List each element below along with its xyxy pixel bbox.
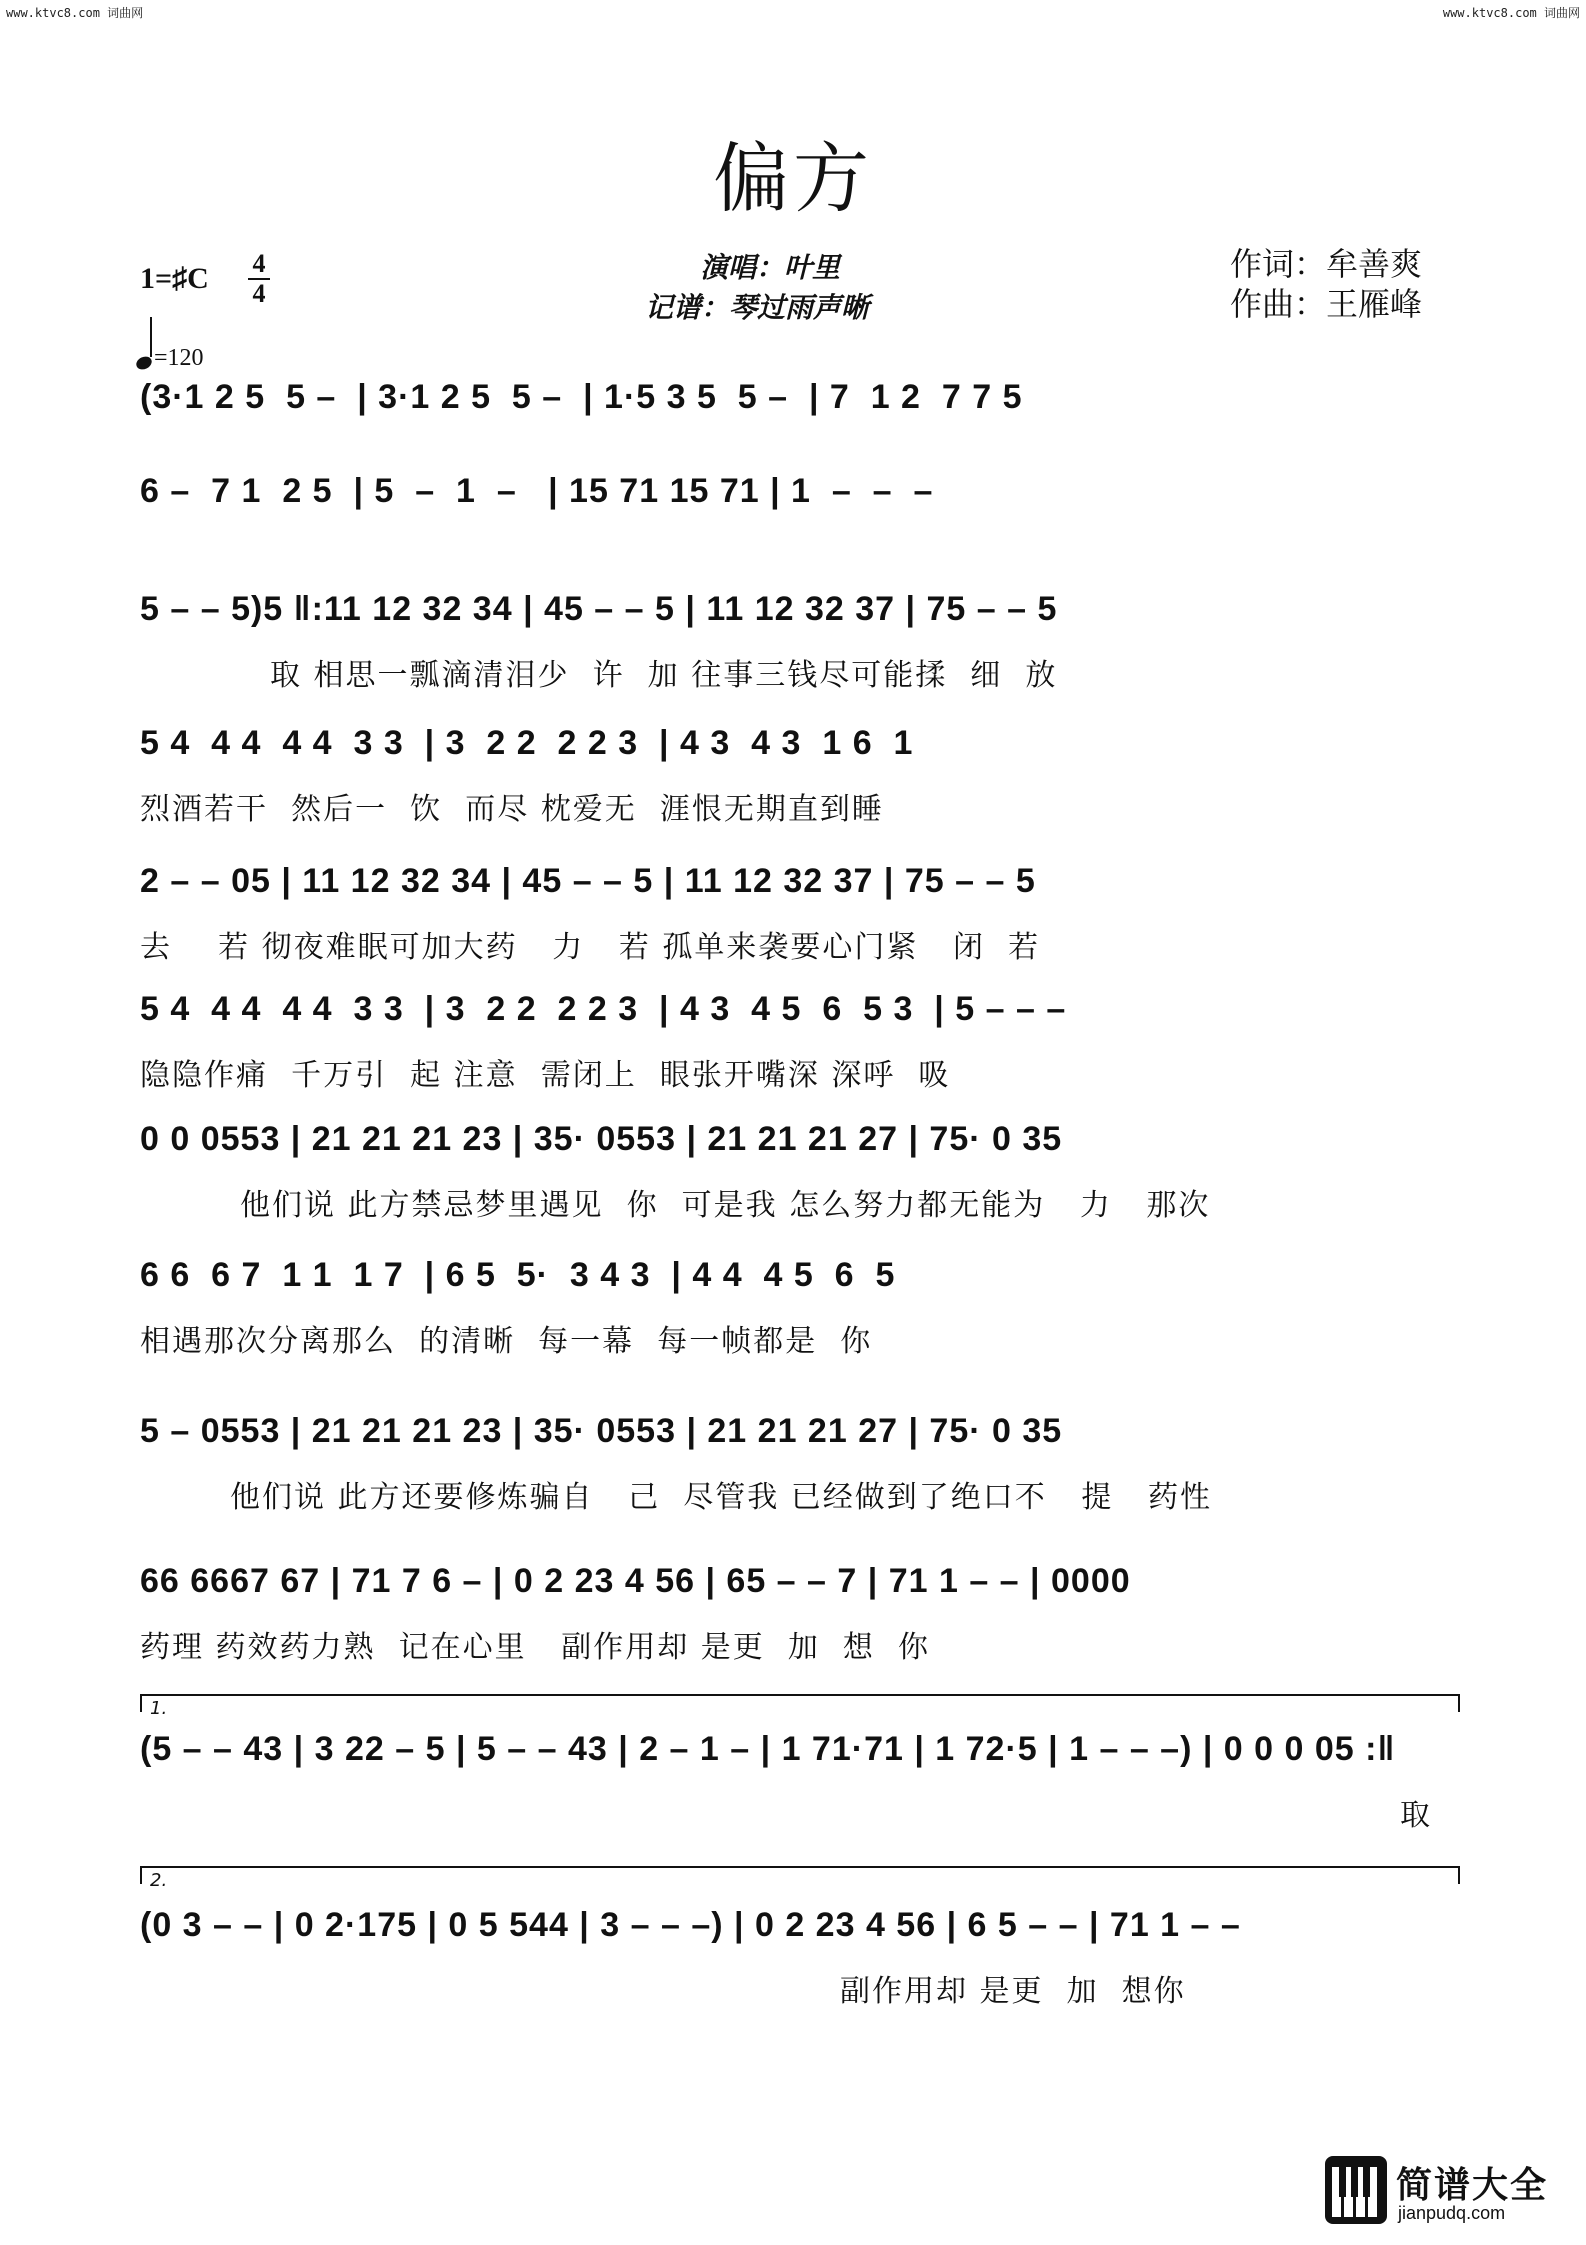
lyric-line: 相遇那次分离那么 的清晰 每一幕 每一帧都是 你 [140, 1324, 873, 1359]
notation-line: 6 6 6 7 1 1 1 7 | 6 5 5· 3 4 3 | 4 4 4 5 6 5 [140, 1256, 896, 1294]
notation-line: 5 4 4 4 4 4 3 3 | 3 2 2 2 2 3 | 4 3 4 5 6 5 3 | 5 – – – [140, 990, 1067, 1028]
lyric-line: 药理 药效药力熟 记在心里 副作用却 是更 加 想 你 [140, 1630, 930, 1665]
notation-line: 2 – – 05 | 11 12 32 34 | 45 – – 5 | 11 12 32 37 | 75 – – 5 [140, 862, 1036, 900]
notation-line: (5 – – 43 | 3 22 – 5 | 5 – – 43 | 2 – 1 – | 1 71·71 | 1 72·5 | 1 – – –) | 0 0 0 05 :‖ [140, 1730, 1396, 1768]
notation-line: 5 – 0553 | 21 21 21 23 | 35· 0553 | 21 21 21 27 | 75· 0 35 [140, 1412, 1063, 1450]
notation-line: 0 0 0553 | 21 21 21 23 | 35· 0553 | 21 21 21 27 | 75· 0 35 [140, 1120, 1063, 1158]
lyric-line: 副作用却 是更 加 想你 [840, 1974, 1186, 2009]
logo-url[interactable]: jianpudq.com [1398, 2203, 1506, 2223]
time-signature-top: 4 [252, 249, 266, 278]
time-signature [248, 250, 270, 308]
quarter-note-stem [150, 317, 152, 357]
time-signature-bottom: 4 [252, 279, 266, 308]
notation-line: 5 – – 5)5 ‖:11 12 32 34 | 45 – – 5 | 11 12 32 37 | 75 – – 5 [140, 590, 1058, 628]
lyricist-credit: 作词：牟善爽 [1230, 245, 1423, 283]
credits-block [1230, 244, 1422, 324]
notation-line: 66 6667 67 | 71 7 6 – | 0 2 23 4 56 | 65 – – 7 | 71 1 – – | 0000 [140, 1562, 1131, 1600]
bracket-tick [1458, 1696, 1460, 1712]
key-signature: 1=♯C [140, 262, 209, 295]
composer-credit: 作曲：王雁峰 [1230, 285, 1423, 323]
bracket-tick [140, 1696, 142, 1712]
bracket-tick [1458, 1868, 1460, 1884]
first-ending-bracket [140, 1694, 1460, 1719]
lyric-line: 隐隐作痛 千万引 起 注意 需闭上 眼张开嘴深 深呼 吸 [140, 1058, 951, 1093]
lyric-line: 取 [1400, 1798, 1432, 1833]
site-logo[interactable] [1324, 2155, 1564, 2229]
notation-line: 6 – 7 1 2 5 | 5 – 1 – | 15 71 15 71 | 1 – – – [140, 472, 934, 510]
watermark-left: www.ktvc8.com 词曲网 [6, 6, 144, 20]
lyric-line: 他们说 此方禁忌梦里遇见 你 可是我 怎么努力都无能为 力 那次 [240, 1188, 1211, 1223]
second-ending-label: 2. [150, 1870, 168, 1891]
tempo-marking [136, 325, 204, 372]
song-title: 偏方 [713, 134, 873, 223]
lyric-line: 取 相思一瓢滴清泪少 许 加 往事三钱尽可能揉 细 放 [270, 658, 1058, 693]
first-ending-label: 1. [150, 1698, 168, 1719]
notator-credit: 记谱：琴过雨声晰 [645, 291, 870, 324]
lyric-line: 去 若 彻夜难眠可加大药 力 若 孤单来袭要心门紧 闭 若 [140, 930, 1041, 965]
lyric-line: 烈酒若干 然后一 饮 而尽 枕爱无 涯恨无期直到睡 [140, 792, 884, 827]
lyric-line: 他们说 此方还要修炼骗自 己 尽管我 已经做到了绝口不 提 药性 [230, 1480, 1212, 1515]
piano-keys-icon [1324, 2155, 1388, 2225]
logo-name: 简谱大全 [1396, 2165, 1549, 2206]
bracket-tick [140, 1868, 142, 1884]
notation-line: 5 4 4 4 4 4 3 3 | 3 2 2 2 2 3 | 4 3 4 3 1 6 1 [140, 724, 914, 762]
notation-line: (0 3 – – | 0 2·175 | 0 5 544 | 3 – – –) | 0 2 23 4 56 | 6 5 – – | 71 1 – – [140, 1906, 1241, 1944]
tempo-value: =120 [154, 345, 204, 371]
second-ending-bracket [140, 1866, 1460, 1891]
notation-line: (3·1 2 5 5 – | 3·1 2 5 5 – | 1·5 3 5 5 – | 7 1 2 7 7 5 [140, 378, 1023, 416]
watermark-right: www.ktvc8.com 词曲网 [1442, 6, 1580, 20]
singer-credit: 演唱：叶里 [700, 251, 841, 284]
